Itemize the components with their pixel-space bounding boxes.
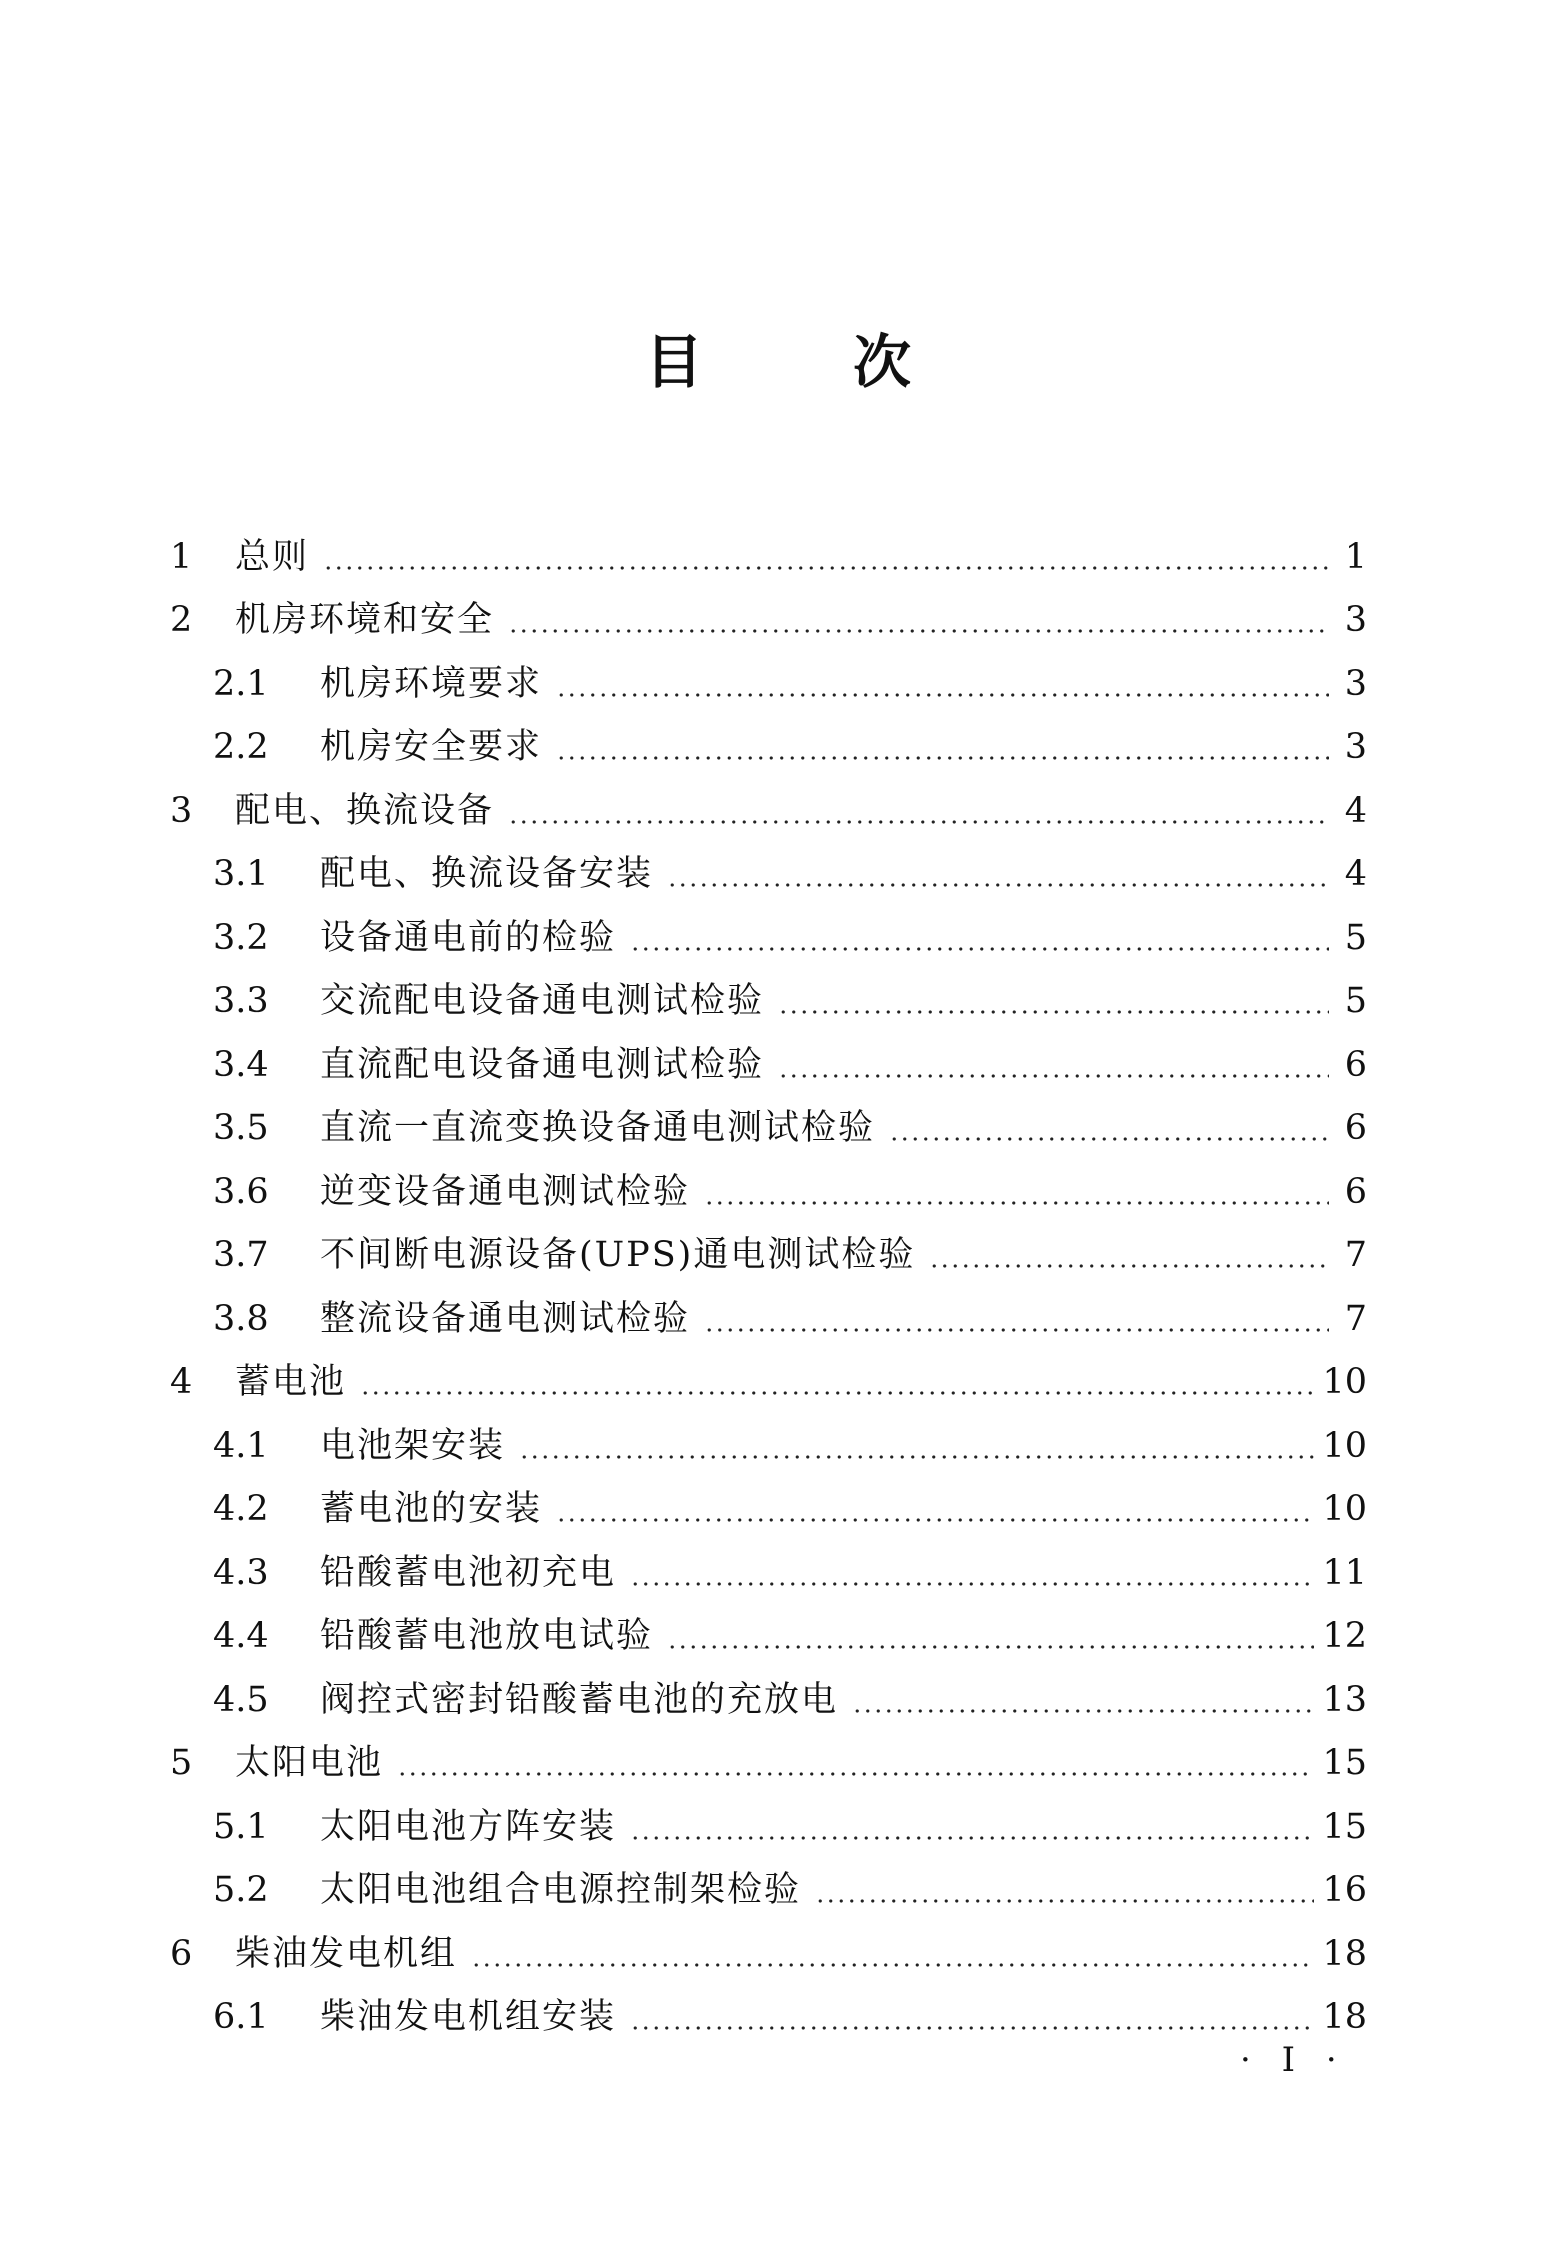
page-title: 目次 xyxy=(644,328,1061,396)
dot-leader xyxy=(815,1899,1314,1903)
dot-leader xyxy=(508,629,1329,633)
dot-leader xyxy=(704,1201,1329,1205)
dot-leader xyxy=(929,1264,1329,1268)
toc-entry-number: 3.4 xyxy=(213,1044,269,1085)
toc-entry[interactable] xyxy=(170,1534,1367,1598)
toc-entry[interactable] xyxy=(170,1026,1367,1090)
toc-entry-label: 柴油发电机组 xyxy=(235,1933,458,1974)
toc-entry-number: 3.1 xyxy=(213,854,269,894)
toc-entry-page: 11 xyxy=(1322,1552,1367,1593)
toc-entry[interactable] xyxy=(170,1979,1367,2043)
toc-entry[interactable] xyxy=(170,836,1367,900)
toc-entry[interactable] xyxy=(170,1344,1367,1408)
toc-entry-page: 15 xyxy=(1322,1806,1367,1847)
toc-entry-page: 4 xyxy=(1344,790,1367,831)
toc-entry-label: 太阳电池 xyxy=(235,1743,384,1783)
toc-entry-label: 不间断电源设备(UPS)通电测试检验 xyxy=(320,1235,916,1275)
dot-leader xyxy=(667,883,1329,887)
toc-entry[interactable] xyxy=(170,1407,1367,1471)
toc-entry[interactable] xyxy=(170,1471,1367,1535)
toc-entry-number: 3.3 xyxy=(213,981,269,1021)
toc-entry-label: 整流设备通电测试检验 xyxy=(320,1298,691,1339)
toc-entry-number: 5.1 xyxy=(213,1806,269,1847)
toc-entry-number: 4.5 xyxy=(213,1679,269,1720)
toc-entry-page: 18 xyxy=(1322,1997,1367,2037)
toc-entry[interactable] xyxy=(170,1598,1367,1662)
toc-entry-label: 铅酸蓄电池初充电 xyxy=(320,1552,617,1593)
toc-entry[interactable] xyxy=(170,1915,1367,1979)
toc-entry-page: 7 xyxy=(1344,1298,1367,1339)
toc-entry-label: 铅酸蓄电池放电试验 xyxy=(320,1616,654,1656)
dot-leader xyxy=(852,1709,1314,1713)
toc-entry-label: 柴油发电机组安装 xyxy=(320,1997,617,2037)
toc-entry-number: 4.1 xyxy=(213,1425,269,1466)
dot-leader xyxy=(471,1963,1314,1967)
toc-entry[interactable] xyxy=(170,645,1367,709)
toc-entry-number: 4.3 xyxy=(213,1552,269,1593)
toc-entry-number: 3.8 xyxy=(213,1298,269,1339)
toc-entry-number: 4.2 xyxy=(213,1489,269,1529)
toc-entry-page: 10 xyxy=(1322,1425,1367,1466)
toc-entry-page: 10 xyxy=(1322,1362,1367,1402)
toc-entry-page: 1 xyxy=(1344,536,1367,577)
table-of-contents xyxy=(170,518,1367,2042)
dot-leader xyxy=(889,1137,1329,1141)
toc-entry-number: 4 xyxy=(170,1362,193,1402)
toc-entry-label: 机房安全要求 xyxy=(320,727,543,767)
toc-entry[interactable] xyxy=(170,1788,1367,1852)
toc-entry-number: 1 xyxy=(170,536,193,577)
toc-entry-page: 10 xyxy=(1322,1489,1367,1529)
toc-entry-label: 蓄电池 xyxy=(235,1362,347,1402)
toc-entry-label: 配电、换流设备 xyxy=(235,790,495,831)
toc-entry-label: 电池架安装 xyxy=(320,1425,506,1466)
dot-leader xyxy=(360,1391,1314,1395)
toc-entry-label: 设备通电前的检验 xyxy=(320,917,617,958)
toc-entry[interactable] xyxy=(170,582,1367,646)
toc-entry[interactable] xyxy=(170,1280,1367,1344)
toc-entry-label: 太阳电池方阵安装 xyxy=(320,1806,617,1847)
toc-entry[interactable] xyxy=(170,518,1367,582)
toc-entry[interactable] xyxy=(170,1852,1367,1916)
toc-entry-page: 6 xyxy=(1344,1171,1367,1212)
toc-entry-page: 6 xyxy=(1344,1108,1367,1148)
dot-leader xyxy=(519,1455,1314,1459)
toc-entry-label: 阀控式密封铅酸蓄电池的充放电 xyxy=(320,1679,839,1720)
toc-entry-page: 15 xyxy=(1322,1743,1367,1783)
toc-entry[interactable] xyxy=(170,1725,1367,1789)
toc-entry[interactable] xyxy=(170,1153,1367,1217)
dot-leader xyxy=(508,820,1329,824)
dot-leader xyxy=(630,1582,1314,1586)
toc-entry[interactable] xyxy=(170,899,1367,963)
dot-leader xyxy=(556,693,1329,697)
toc-entry[interactable] xyxy=(170,1217,1367,1281)
dot-leader xyxy=(630,947,1329,951)
toc-entry-label: 蓄电池的安装 xyxy=(320,1489,543,1529)
toc-entry[interactable] xyxy=(170,772,1367,836)
toc-entry-page: 16 xyxy=(1322,1870,1367,1910)
toc-entry-label: 太阳电池组合电源控制架检验 xyxy=(320,1870,802,1910)
toc-entry-number: 3.7 xyxy=(213,1235,269,1275)
dot-leader xyxy=(556,756,1329,760)
toc-entry-number: 6 xyxy=(170,1933,193,1974)
dot-leader xyxy=(778,1010,1329,1014)
page-number-footer: · I · xyxy=(1240,2040,1347,2080)
toc-entry-page: 3 xyxy=(1344,727,1367,767)
toc-entry-label: 直流一直流变换设备通电测试检验 xyxy=(320,1108,876,1148)
toc-entry-label: 机房环境要求 xyxy=(320,663,543,704)
toc-entry-page: 3 xyxy=(1344,600,1367,640)
toc-entry[interactable] xyxy=(170,1090,1367,1154)
toc-entry-page: 4 xyxy=(1344,854,1367,894)
toc-entry-number: 3.2 xyxy=(213,917,269,958)
dot-leader xyxy=(630,1836,1314,1840)
toc-entry-number: 5.2 xyxy=(213,1870,269,1910)
toc-entry-label: 直流配电设备通电测试检验 xyxy=(320,1044,765,1085)
toc-entry[interactable] xyxy=(170,709,1367,773)
toc-entry[interactable] xyxy=(170,963,1367,1027)
toc-entry-label: 交流配电设备通电测试检验 xyxy=(320,981,765,1021)
toc-entry-page: 5 xyxy=(1344,981,1367,1021)
dot-leader xyxy=(704,1328,1329,1332)
toc-entry-page: 3 xyxy=(1344,663,1367,704)
toc-entry-label: 机房环境和安全 xyxy=(235,600,495,640)
toc-entry-number: 3.6 xyxy=(213,1171,269,1212)
toc-entry-page: 18 xyxy=(1322,1933,1367,1974)
toc-entry-page: 12 xyxy=(1322,1616,1367,1656)
dot-leader xyxy=(397,1772,1314,1776)
toc-entry-label: 逆变设备通电测试检验 xyxy=(320,1171,691,1212)
dot-leader xyxy=(630,2026,1314,2030)
toc-entry-number: 2.1 xyxy=(213,663,269,704)
toc-entry-page: 7 xyxy=(1344,1235,1367,1275)
toc-entry-number: 2.2 xyxy=(213,727,269,767)
toc-entry-label: 配电、换流设备安装 xyxy=(320,854,654,894)
toc-entry-page: 6 xyxy=(1344,1044,1367,1085)
toc-entry-number: 3 xyxy=(170,790,193,831)
toc-entry-number: 2 xyxy=(170,600,193,640)
toc-entry-number: 5 xyxy=(170,1743,193,1783)
dot-leader xyxy=(323,566,1329,570)
toc-entry-number: 6.1 xyxy=(213,1997,269,2037)
dot-leader xyxy=(667,1645,1314,1649)
dot-leader xyxy=(778,1074,1329,1078)
dot-leader xyxy=(556,1518,1314,1522)
toc-entry-page: 5 xyxy=(1344,917,1367,958)
toc-entry-page: 13 xyxy=(1322,1679,1367,1720)
toc-entry[interactable] xyxy=(170,1661,1367,1725)
toc-entry-label: 总则 xyxy=(235,536,310,577)
toc-entry-number: 4.4 xyxy=(213,1616,269,1656)
toc-entry-number: 3.5 xyxy=(213,1108,269,1148)
